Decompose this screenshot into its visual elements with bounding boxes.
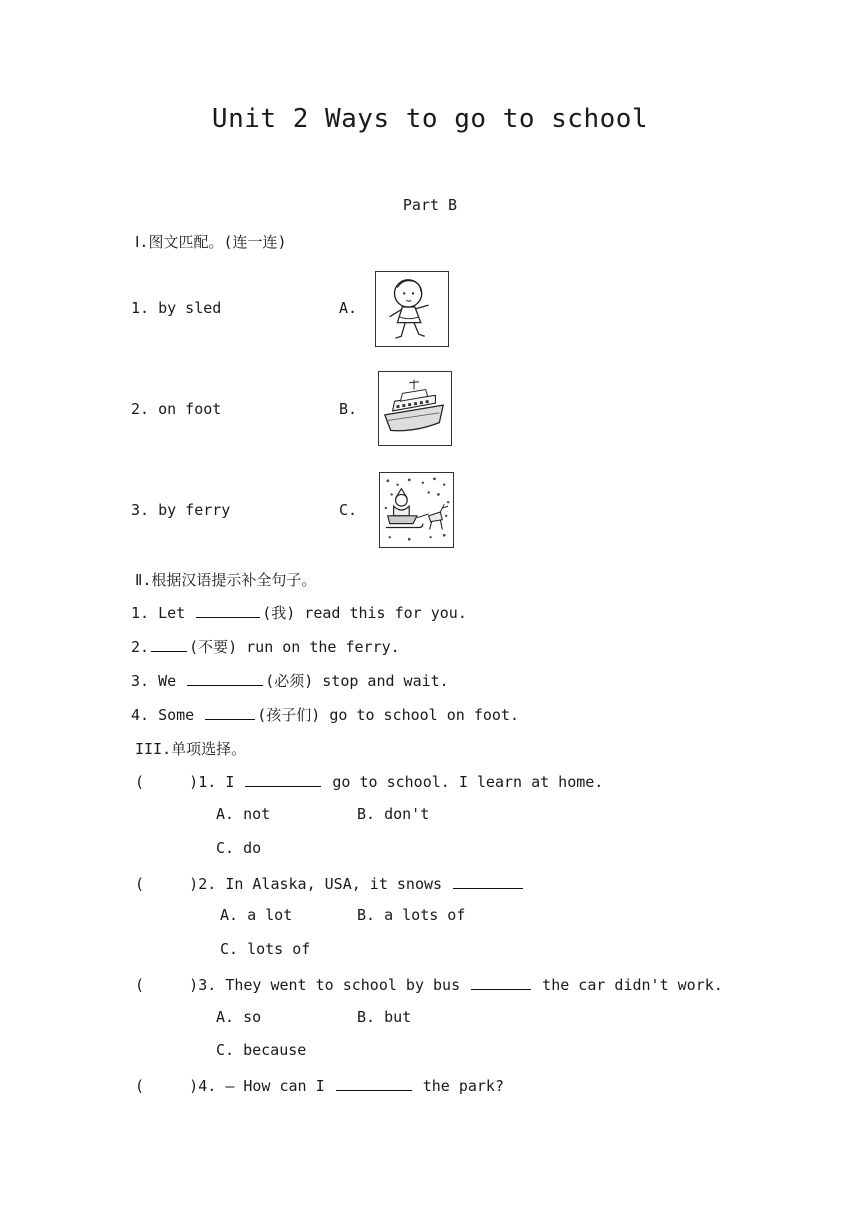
sentence-pre: Let [158,604,195,622]
option-b: B. but [357,1008,412,1026]
option-a: A. a lot [220,906,293,924]
fill-sentence-3 [131,670,449,691]
option-c: C. lots of [220,940,311,958]
question-2 [135,873,525,893]
option-c: C. because [216,1041,307,1059]
page-title: Unit 2 Ways to go to school [211,104,649,134]
fill-sentence-4 [131,704,519,725]
sentence-pre: Some [158,706,204,724]
part-label: Part B [402,196,458,214]
option-a: A. so [216,1008,262,1026]
item-num: 4. [131,706,150,724]
chinese-hint: (必须) [265,672,314,690]
answer-bracket[interactable]: ( ) [135,773,199,791]
option-a: A. not [216,805,271,823]
match-letter-b: B. [339,400,358,418]
section1-heading: Ⅰ.图文匹配。(连一连) [135,233,287,251]
item-text: on foot [158,400,222,418]
item-num: 3. [131,672,150,690]
option-b: B. don't [357,805,430,823]
item-num: 2. [131,638,150,656]
sentence-post: run on the ferry. [237,638,400,656]
sentence-post: stop and wait. [313,672,449,690]
answer-bracket[interactable]: ( ) [135,1077,199,1095]
question-pre: In Alaska, USA, it snows [225,875,452,893]
section2-heading: Ⅱ.根据汉语提示补全句子。 [135,571,317,589]
sentence-pre: We [158,672,186,690]
item-text: by ferry [158,501,231,519]
chinese-hint: (不要) [189,638,238,656]
answer-blank[interactable] [205,704,255,720]
question-num: 3. [198,976,217,994]
question-post: go to school. I learn at home. [323,773,604,791]
answer-blank [245,771,321,787]
match-item-2 [131,400,221,418]
question-post: the car didn't work. [533,976,723,994]
chinese-hint: (孩子们) [257,706,321,724]
answer-blank[interactable] [187,670,263,686]
answer-blank[interactable] [151,636,187,652]
item-text: by sled [158,299,222,317]
answer-bracket[interactable]: ( ) [135,875,199,893]
question-pre: They went to school by bus [225,976,470,994]
girl-walking-icon [375,271,449,347]
option-c: C. do [216,839,262,857]
fill-sentence-2 [131,636,400,657]
answer-blank [453,873,523,889]
question-num: 2. [198,875,217,893]
question-post: the park? [413,1077,504,1095]
section3-heading: III.单项选择。 [135,740,247,758]
fill-sentence-1 [131,602,467,623]
answer-blank [336,1075,412,1091]
option-b: B. a lots of [357,906,466,924]
match-letter-a: A. [339,299,358,317]
item-num: 1. [131,604,150,622]
question-4 [135,1075,504,1095]
sentence-post: read this for you. [295,604,467,622]
question-1 [135,771,603,791]
answer-blank [471,974,531,990]
question-num: 4. [198,1077,217,1095]
sentence-post: go to school on foot. [320,706,519,724]
match-item-3 [131,501,230,519]
item-num: 3. [131,501,150,519]
question-3 [135,974,723,994]
question-pre: — How can I [225,1077,334,1095]
ferry-boat-icon [378,371,452,446]
santa-sled-icon [379,472,454,548]
answer-bracket[interactable]: ( ) [135,976,199,994]
item-num: 1. [131,299,150,317]
item-num: 2. [131,400,150,418]
question-pre: I [225,773,244,791]
question-num: 1. [198,773,217,791]
match-letter-c: C. [339,501,358,519]
match-item-1 [131,299,221,317]
answer-blank[interactable] [196,602,260,618]
chinese-hint: (我) [262,604,296,622]
